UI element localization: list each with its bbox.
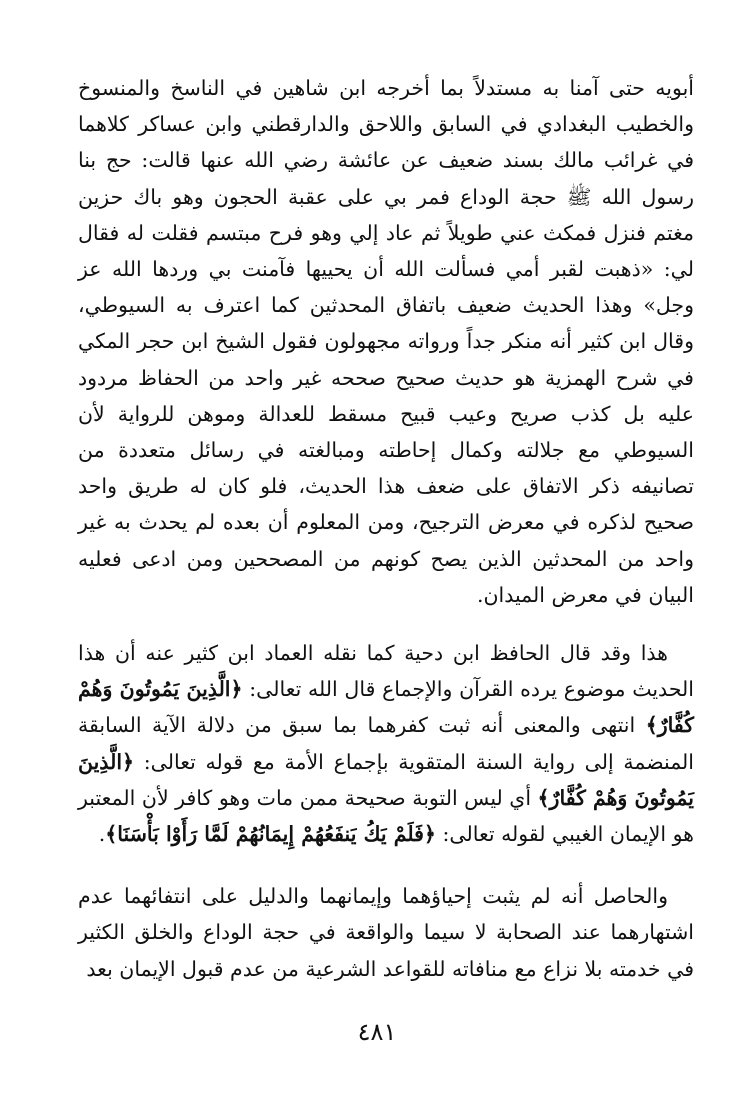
paragraph-2 [78, 635, 694, 852]
paragraph-2-text-4: . [98, 822, 106, 847]
quran-verse-2: ﴿الَّذِينَ يَمُوتُونَ وَهُمْ كُفَّارٌ﴾ [78, 749, 694, 810]
paragraph-2-text-2: انتهى والمعنى أنه ثبت كفرهما بما سبق من دلالة الآية السابقة المنضمة إلى رواية السنة المتقوية بإجماع الأمة مع قوله تعالى: [78, 713, 694, 774]
page-body [78, 70, 694, 987]
page-number: ٤٨١ [357, 1018, 397, 1046]
paragraph-3: والحاصل أنه لم يثبت إحياؤهما وإيمانهما والدليل على انتفائهما عدم اشتهارهما عند الصحابة لا سيما والواقعة في حجة الوداع والخلق الكثير في خدمته بلا نزاع مع منافاته للقواعد الشرعية من عدم قبول الإيمان بعد [78, 884, 694, 981]
quran-verse-3: ﴿فَلَمْ يَكُ يَنفَعُهُمْ إِيمَانُهُمْ لَمَّا رَأَوْا بَأْسَنَا﴾ [105, 822, 436, 847]
paragraph-2-text-3: أي ليس التوبة صحيحة ممن مات وهو كافر لأن المعتبر هو الإيمان الغيبي لقوله تعالى: [78, 785, 694, 847]
quran-verse-1: ﴿الَّذِينَ يَمُوتُونَ وَهُمْ كُفَّارٌ﴾ [78, 677, 694, 738]
paragraph-2-text-1: هذا وقد قال الحافظ ابن دحية كما نقله العماد ابن كثير عنه أن هذا الحديث موضوع يرده القرآن والإجماع قال الله تعالى: [78, 641, 694, 702]
paragraph-1: أبويه حتى آمنا به مستدلاً بما أخرجه ابن شاهين في الناسخ والمنسوخ والخطيب البغدادي في السابق واللاحق والدارقطني وابن عساكر كلاهما في غرائب مالك بسند ضعيف عن عائشة رضي الله عنها قالت: حج بنا رسول الله ﷺ حجة الوداع فمر بي على عقبة الحجون وهو باك حزين مغتم فنزل فمكث عني طويلاً ثم عاد إلي وهو فرح مبتسم فقلت له فقال لي: «ذهبت لقبر أمي فسألت الله أن يحييها فآمنت بي وردها الله عز وجل» وهذا الحديث ضعيف باتفاق المحدثين كما اعترف به السيوطي، وقال ابن كثير أنه منكر جداً ورواته مجهولون فقول الشيخ ابن حجر المكي في شرح الهمزية هو حديث صحيح صححه غير واحد من الحفاظ مردود عليه بل كذب صريح وعيب قبيح مسقط للعدالة وموهن للرواية لأن السيوطي مع جلالته وكمال إحاطته ومبالغته في رسائل متعددة من تصانيفه ذكر الاتفاق على ضعف هذا الحديث، فلو كان له طريق واحد صحيح لذكره في معرض الترجيح، ومن المعلوم أن بعده لم يحدث به غير واحد من المحدثين الذين يصح كونهم من المصححين ومن ادعى فعليه البيان في معرض الميدان. [78, 76, 694, 607]
